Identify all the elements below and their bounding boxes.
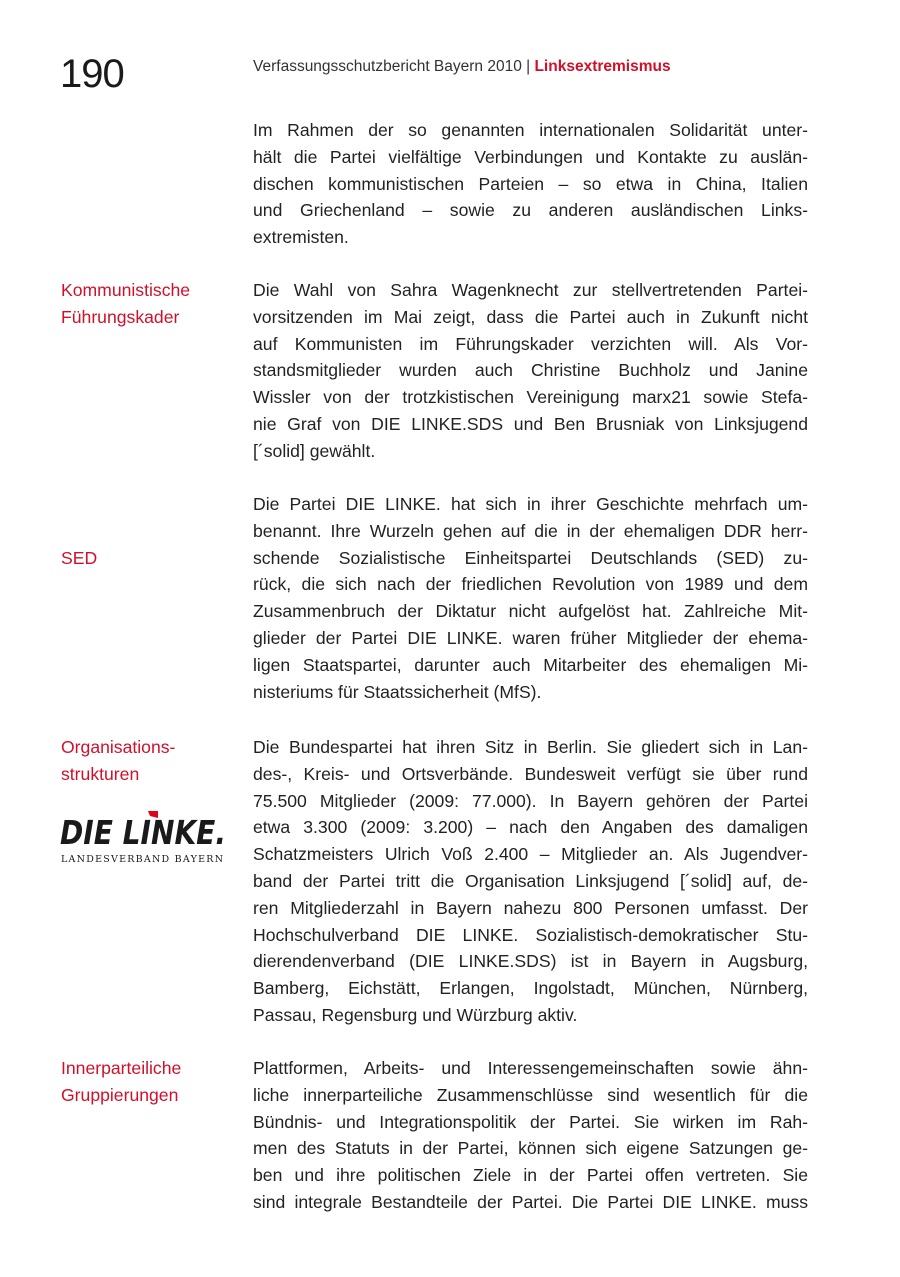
text-line: dierendenverband (DIE LINKE.SDS) ist in Bayern in Augsburg,	[253, 951, 808, 972]
text-line: Zusammenbruch der Diktatur nicht aufgelöst hat. Zahlreiche Mit-	[253, 601, 808, 622]
text-line: glieder der Partei DIE LINKE. waren früher Mitglieder der ehema-	[253, 627, 808, 648]
report-title: Verfassungsschutzbericht Bayern 2010	[253, 58, 522, 75]
text-line: rück, die sich nach der friedlichen Revolution von 1989 und dem	[253, 574, 808, 595]
sidenote-line: Innerparteiliche	[61, 1058, 182, 1078]
text-line: nisteriums für Staatssicherheit (MfS).	[253, 681, 542, 702]
svg-text:LANDESVERBAND BAYERN: LANDESVERBAND BAYERN	[61, 854, 223, 865]
text-line: extremisten.	[253, 227, 349, 248]
text-line: men des Statuts in der Partei, können sich eigene Satzungen ge-	[253, 1138, 808, 1159]
paragraph-solidaritaet	[253, 117, 808, 251]
die-linke-logo	[60, 808, 230, 871]
svg-text:DIE LINKE.: DIE LINKE.	[60, 813, 226, 852]
sidenote-line: strukturen	[61, 763, 140, 784]
text-line: Passau, Regensburg und Würzburg aktiv.	[253, 1004, 578, 1025]
sidenote-line: SED	[61, 548, 98, 568]
sidenote-line: Führungskader	[61, 306, 180, 327]
text-line: ben und ihre politischen Ziele in der Partei offen vertreten. Sie	[253, 1165, 808, 1186]
text-line: Die Partei DIE LINKE. hat sich in ihrer Geschichte mehrfach um-	[253, 494, 808, 514]
text-line: Bamberg, Eichstätt, Erlangen, Ingolstadt, München, Nürnberg,	[253, 978, 808, 999]
text-line: Hochschulverband DIE LINKE. Sozialistisch-demokratischer Stu-	[253, 924, 808, 945]
section-title: Linksextremismus	[534, 58, 671, 75]
paragraph-sed	[253, 491, 808, 705]
text-line: 75.500 Mitglieder (2009: 77.000). In Bayern gehören der Partei	[253, 790, 808, 811]
sidenote-fuehrungskader	[61, 277, 190, 331]
paragraph-fuehrungskader	[253, 277, 808, 465]
text-line: hält die Partei vielfältige Verbindungen und Kontakte zu auslän-	[253, 146, 808, 167]
paragraph-organisation	[253, 734, 808, 1029]
header-separator: |	[521, 58, 535, 75]
text-line: Die Bundespartei hat ihren Sitz in Berlin. Sie gliedert sich in Lan-	[253, 737, 808, 757]
text-line: liche innerparteiliche Zusammenschlüsse sind wesentlich für die	[253, 1084, 808, 1105]
text-line: Schatzmeisters Ulrich Voß 2.400 – Mitglieder an. Als Jugendver-	[253, 844, 808, 865]
text-line: [´solid] gewählt.	[253, 440, 376, 461]
text-line: band der Partei tritt die Organisation Linksjugend [´solid] auf, de-	[253, 870, 808, 891]
text-line: des-, Kreis- und Ortsverbände. Bundesweit verfügt sie über rund	[253, 763, 808, 784]
text-line: etwa 3.300 (2009: 3.200) – nach den Angaben des damaligen	[253, 817, 808, 838]
text-line: ren Mitgliederzahl in Bayern nahezu 800 Personen umfasst. Der	[253, 897, 808, 918]
text-line: benannt. Ihre Wurzeln gehen auf die in der ehemaligen DDR herr-	[253, 520, 808, 541]
text-line: und Griechenland – sowie zu anderen ausländischen Links-	[253, 200, 808, 221]
text-line: Im Rahmen der so genannten internationalen Solidarität unter-	[253, 120, 808, 140]
text-line: Wissler von der trotzkistischen Vereinigung marx21 sowie Stefa-	[253, 387, 808, 408]
page-number: 190	[60, 52, 124, 96]
text-line: vorsitzenden im Mai zeigt, dass die Partei auch in Zukunft nicht	[253, 306, 808, 327]
sidenote-organisationsstrukturen	[61, 734, 175, 788]
text-line: ligen Staatspartei, darunter auch Mitarbeiter des ehemaligen Mi-	[253, 654, 808, 675]
sidenote-line: Organisations-	[61, 737, 176, 757]
paragraph-gruppierungen	[253, 1055, 808, 1216]
running-header	[253, 58, 671, 76]
sidenote-line: Kommunistische	[61, 280, 191, 300]
text-line: nie Graf von DIE LINKE.SDS und Ben Brusniak von Linksjugend	[253, 413, 808, 434]
text-line: Plattformen, Arbeits- und Interessengemeinschaften sowie ähn-	[253, 1058, 808, 1078]
text-line: dischen kommunistischen Parteien – so etwa in China, Italien	[253, 173, 808, 194]
text-line: sind integrale Bestandteile der Partei. Die Partei DIE LINKE. muss	[253, 1191, 808, 1212]
sidenote-line: Gruppierungen	[61, 1084, 179, 1105]
text-line: schende Sozialistische Einheitspartei Deutschlands (SED) zu-	[253, 547, 808, 568]
text-line: standsmitglieder wurden auch Christine Buchholz und Janine	[253, 360, 808, 381]
text-line: auf Kommunisten im Führungskader verzichten will. Als Vor-	[253, 333, 808, 354]
sidenote-gruppierungen	[61, 1055, 181, 1109]
text-line: Bündnis- und Integrationspolitik der Partei. Sie wirken im Rah-	[253, 1111, 808, 1132]
text-line: Die Wahl von Sahra Wagenknecht zur stellvertretenden Partei-	[253, 280, 808, 300]
sidenote-sed	[61, 545, 97, 572]
